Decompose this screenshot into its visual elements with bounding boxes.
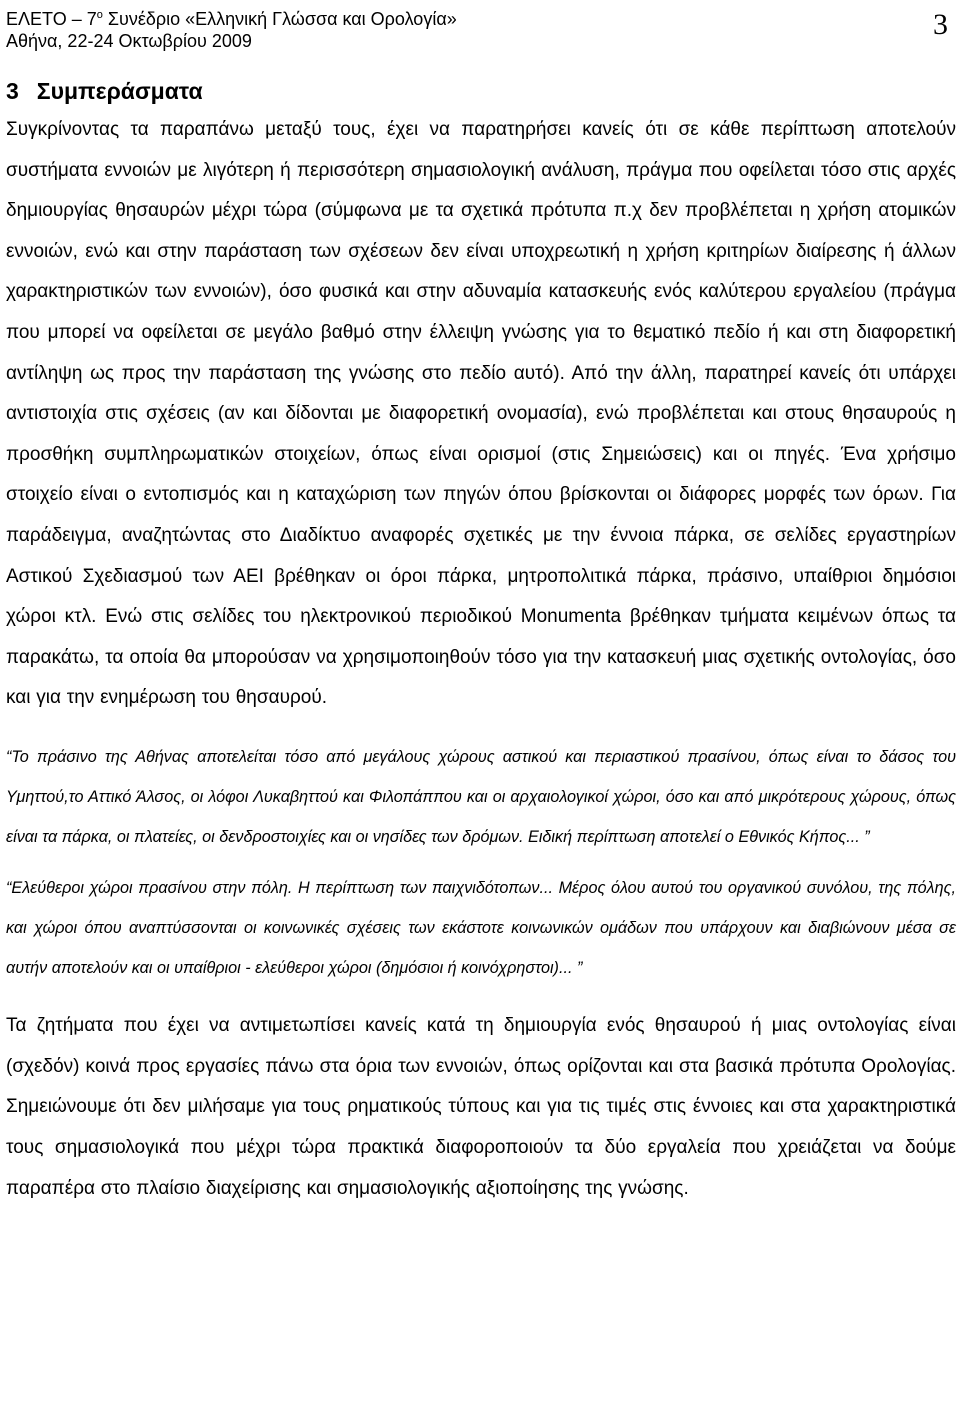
section-title: Συμπεράσματα	[36, 78, 203, 104]
page-number: 3	[933, 8, 948, 41]
section-number: 3	[6, 78, 19, 104]
paragraph-issues: Τα ζητήματα που έχει να αντιμετωπίσει κανείς κατά τη δημιουργία ενός θησαυρού ή μιας οντολογίας είναι (σχεδόν) κοινά προς εργασίες πάνω στα όρια των εννοιών, όπως ορίζονται και στα βασικά πρότυπα Ορολογίας. Σημειώνουμε ότι δεν μιλήσαμε για τους ρηματικούς τύπους και για τις τιμές στις έννοιες και στα χαρακτηριστικά τους σημασιολογικά που μέχρι τώρα πρακτικά διαφοροποιούν τα δύο εργαλεία που χρειάζεται να δούμε παραπέρα στο πλαίσιο διαχείρισης και σημασιολογικής αξιοποίησης της γνώσης.	[6, 1015, 956, 1199]
page-header	[6, 0, 956, 54]
paragraph-conclusions: Συγκρίνοντας τα παραπάνω μεταξύ τους, έχει να παρατηρήσει κανείς ότι σε κάθε περίπτωση αποτελούν συστήματα εννοιών με λιγότερη ή περισσότερη σημασιολογική ανάλυση, πράγμα που οφείλεται τόσο στις αρχές δημιουργίας θησαυρών μέχρι τώρα (σύμφωνα με τα σχετικά πρότυπα π.χ δεν προβλέπεται η χρήση ατομικών εννοιών, ενώ και στην παράσταση των σχέσεων δεν είναι υποχρεωτική η χρήση κριτηρίων διαίρεσης ή άλλων χαρακτηριστικών των εννοιών), όσο φυσικά και στην αδυναμία κατασκευής ενός καλύτερου εργαλείου (πράγμα που μπορεί να οφείλεται σε μεγάλο βαθμό στην έλλειψη γνώσης για το θεματικό πεδίο ή και στη διαφορετική αντίληψη ως προς την παράσταση της γνώσης στο πεδίο αυτό). Από την άλλη, παρατηρεί κανείς ότι υπάρχει αντιστοιχία στις σχέσεις (αν και δίδονται με διαφορετική ονομασία), ενώ προβλέπεται και στους θησαυρούς η προσθήκη συμπληρωματικών στοιχείων, όπως είναι ορισμοί (στις Σημειώσεις) και οι πηγές. Ένα χρήσιμο στοιχείο είναι ο εντοπισμός και η καταχώριση των πηγών όπου βρίσκονται οι διάφορες μορφές των όρων. Για παράδειγμα, αναζητώντας στο Διαδίκτυο αναφορές σχετικές με την έννοια πάρκα, σε σελίδες εργαστηρίων Αστικού Σχεδιασμού των ΑΕΙ βρέθηκαν οι όροι πάρκα, μητροπολιτικά πάρκα, πράσινο, υπαίθριοι δημόσιοι χώροι κτλ. Ενώ στις σελίδες του ηλεκτρονικού περιοδικού Monumenta βρέθηκαν τμήματα κειμένων όπως τα παρακάτω, τα οποία θα μπορούσαν να χρησιμοποιηθούν τόσο για την κατασκευή μιας σχετικής οντολογίας, όσο και για την ενημέρωση του θησαυρού.	[6, 119, 956, 709]
conference-location-date: Αθήνα, 22-24 Οκτωβρίου 2009	[6, 31, 252, 51]
quote-playgrounds: “Ελεύθεροι χώροι πρασίνου στην πόλη. Η περίπτωση των παιχνιδότοπων... Μέρος όλου αυτού του οργανικού συνόλου, της πόλης, και χώροι όπου αναπτύσσονται οι κοινωνικές σχέσεις των εκάστοτε κοινωνικών ομάδων που υπάρχουν και διαβιώνουν μέσα σε αυτήν αποτελούν και οι υπαίθριοι - ελεύθεροι χώροι (δημόσιοι ή κοινόχρηστοι)... ”	[6, 878, 956, 977]
section-heading	[6, 76, 956, 106]
quote-athens-greenery: “Το πράσινο της Αθήνας αποτελείται τόσο από μεγάλους χώρους αστικού και περιαστικού πρασίνου, όπως είναι το δάσος του Υμηττού,το Αττικό Άλσος, οι λόφοι Λυκαβηττού και Φιλοπάππου και οι αρχαιολογικοί χώροι, όσο και από μικρότερους χώρους, όπως είναι τα πάρκα, οι πλατείες, οι δενδροστοιχίες και οι νησίδες των δρόμων. Ειδική περίπτωση αποτελεί ο Εθνικός Κήπος... ”	[6, 747, 956, 847]
conference-title	[6, 0, 956, 30]
conference-ordinal-superscript: ο	[96, 9, 103, 21]
conference-title-pre: ΕΛΕΤΟ – 7	[6, 9, 97, 29]
conference-title-post: Συνέδριο «Ελληνική Γλώσσα και Ορολογία»	[102, 9, 457, 29]
